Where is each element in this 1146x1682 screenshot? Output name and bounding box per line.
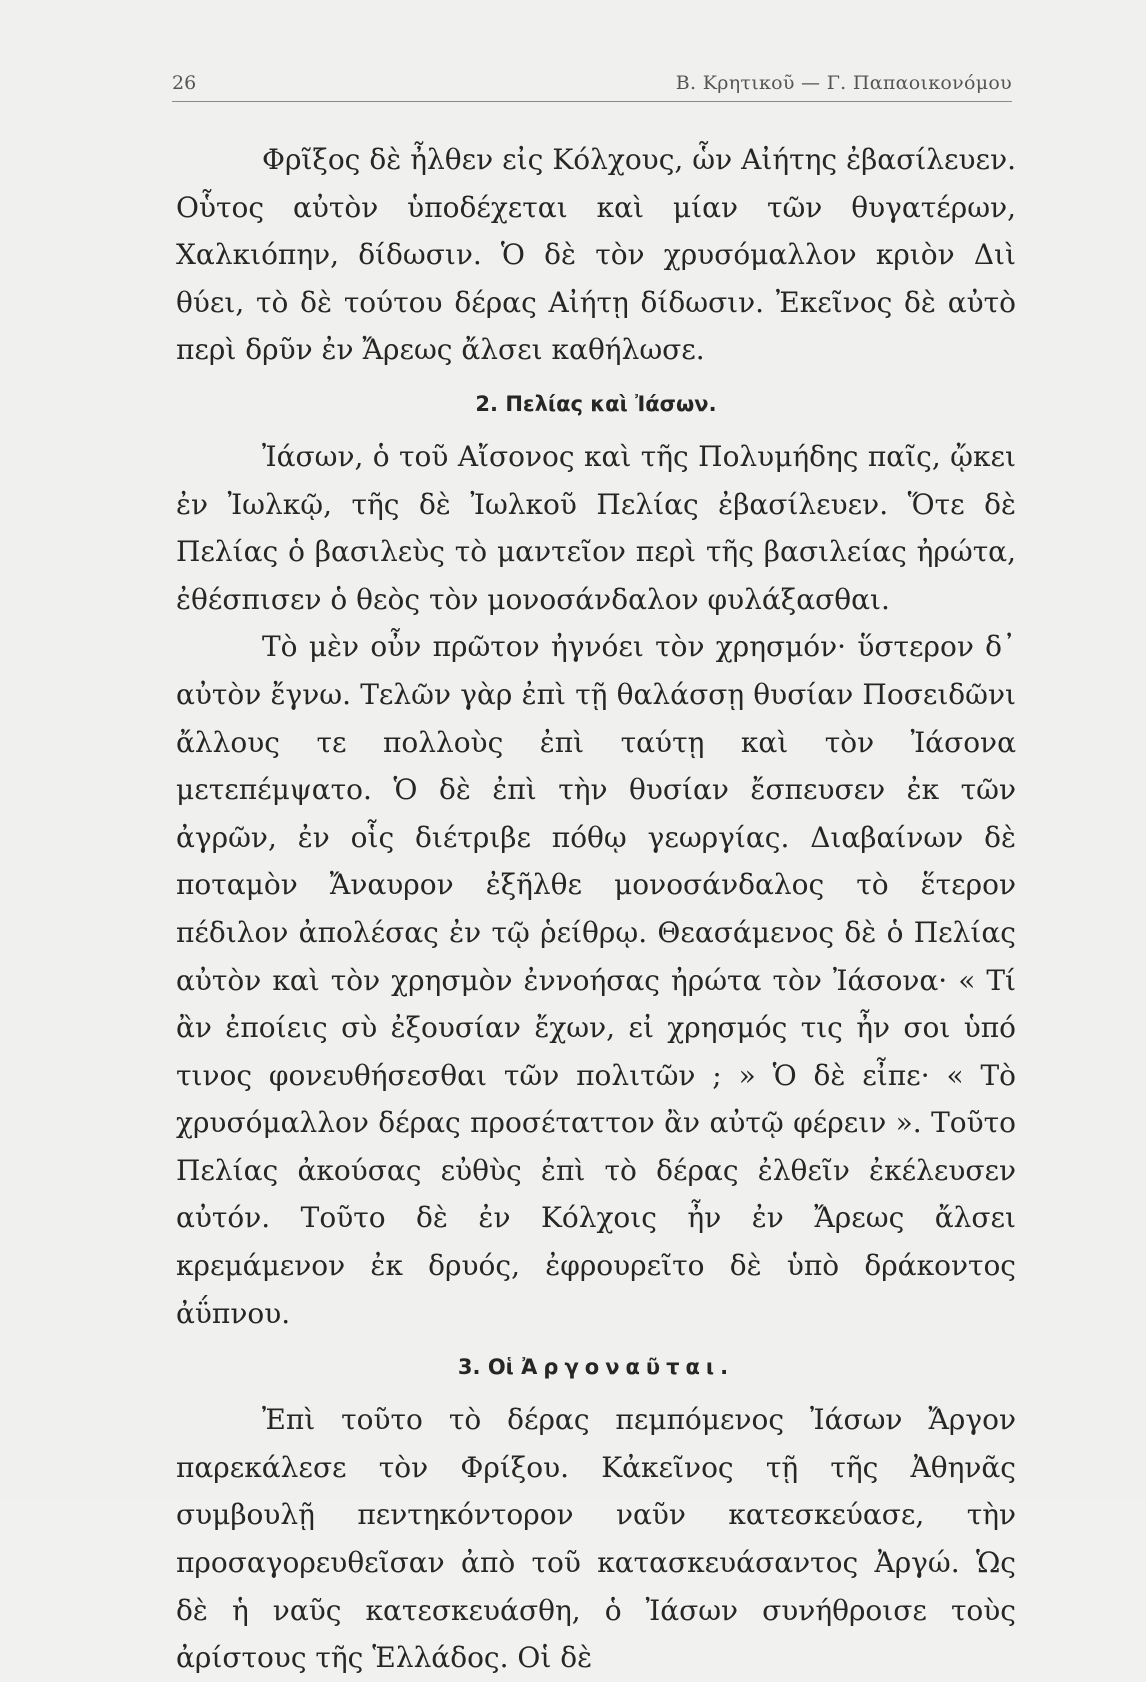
section-heading-argonauts: [176, 1337, 1016, 1396]
paragraph-argo: Ἐπὶ τοῦτο τὸ δέρας πεμπόμενος Ἰάσων Ἄργον παρεκάλεσε τὸν Φρίξου. Κἀκεῖνος τῇ τῆς Ἀθηνᾶς συμβουλῇ πεντηκόντορον ναῦν κατεσκεύασε, τὴν προσαγορευθεῖσαν ἀπὸ τοῦ κατασκευάσαντος Ἀργώ. Ὡς δὲ ἡ ναῦς κατεσκευάσθη, ὁ Ἰάσων συνήθροισε τοὺς ἀρίστους τῆς Ἑλλάδος. Οἱ δὲ: [176, 1403, 1016, 1675]
section-number: 2.: [475, 391, 499, 416]
paragraph-phrixos: Φρῖξος δὲ ἦλθεν εἰς Κόλχους, ὧν Αἰήτης ἐβασίλευεν. Οὗτος αὐτὸν ὑποδέχεται καὶ μίαν τῶν θυγατέρων, Χαλκιόπην, δίδωσιν. Ὁ δὲ τὸν χρυσόμαλλον κριὸν Διὶ θύει, τὸ δὲ τούτου δέρας Αἰήτῃ δίδωσιν. Ἐκεῖνος δὲ αὐτὸ περὶ δρῦν ἐν Ἄρεως ἄλσει καθήλωσε.: [176, 143, 1016, 367]
header-rule: [172, 101, 1012, 102]
section-title: Ἀργοναῦται.: [521, 1355, 735, 1380]
running-head: Β. Κρητικοῦ — Γ. Παπαοικονόμου: [675, 72, 1012, 94]
section-number: 3.: [457, 1355, 481, 1380]
section-title-article: Οἱ: [487, 1355, 514, 1380]
body-text: [176, 136, 1016, 1682]
page-header: [172, 70, 1012, 100]
paragraph-iason-intro: Ἰάσων, ὁ τοῦ Αἴσονος καὶ τῆς Πολυμήδης παῖς, ᾤκει ἐν Ἰωλκῷ, τῆς δὲ Ἰωλκοῦ Πελίας ἐβασίλευεν. Ὅτε δὲ Πελίας ὁ βασιλεὺς τὸ μαντεῖον περὶ τῆς βασιλείας ἠρώτα, ἐθέσπισεν ὁ θεὸς τὸν μονοσάνδαλον φυλάξασθαι.: [176, 439, 1016, 616]
page-number: 26: [172, 72, 197, 94]
section-heading-pelias-iason: [176, 374, 1016, 433]
section-title: Πελίας καὶ Ἰάσων.: [505, 391, 717, 416]
paragraph-oracle: Τὸ μὲν οὖν πρῶτον ἠγνόει τὸν χρησμόν· ὕστερον δ᾿ αὐτὸν ἔγνω. Τελῶν γὰρ ἐπὶ τῇ θαλάσσῃ θυσίαν Ποσειδῶνι ἄλλους τε πολλοὺς ἐπὶ ταύτῃ καὶ τὸν Ἰάσονα μετεπέμψατο. Ὁ δὲ ἐπὶ τὴν θυσίαν ἔσπευσεν ἐκ τῶν ἀγρῶν, ἐν οἷς διέτριβε πόθῳ γεωργίας. Διαβαίνων δὲ ποταμὸν Ἄναυρον ἐξῆλθε μονοσάνδαλος τὸ ἕτερον πέδιλον ἀπολέσας ἐν τῷ ῥείθρῳ. Θεασάμενος δὲ ὁ Πελίας αὐτὸν καὶ τὸν χρησμὸν ἐννοήσας ἠρώτα τὸν Ἰάσονα· « Τί ἂν ἐποίεις σὺ ἐξουσίαν ἔχων, εἰ χρησμός τις ἦν σοι ὑπό τινος φονευθήσεσθαι τῶν πολιτῶν ; » Ὁ δὲ εἶπε· « Τὸ χρυσόμαλλον δέρας προσέταττον ἂν αὐτῷ φέρειν ». Τοῦτο Πελίας ἀκούσας εὐθὺς ἐπὶ τὸ δέρας ἐλθεῖν ἐκέλευσεν αὐτόν. Τοῦτο δὲ ἐν Κόλχοις ἦν ἐν Ἄρεως ἄλσει κρεμάμενον ἐκ δρυός, ἐφρουρεῖτο δὲ ὑπὸ δράκοντος ἀΰπνου.: [176, 630, 1016, 1330]
